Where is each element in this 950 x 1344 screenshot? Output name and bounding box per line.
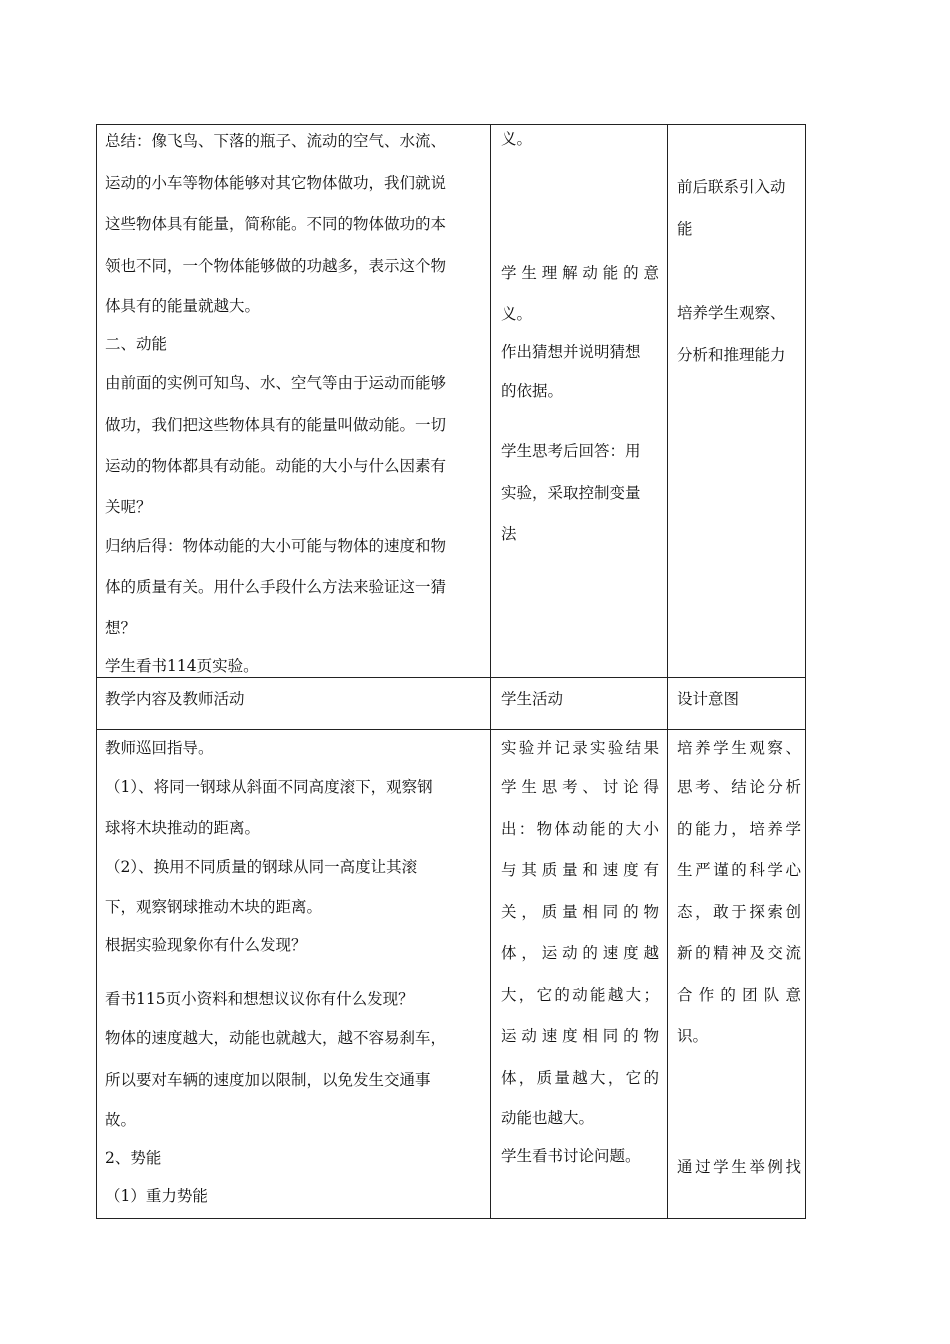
student-line: 学生思考、讨论得: [501, 778, 659, 796]
section-heading: 2、势能: [105, 1149, 162, 1167]
intent-line: 培养学生观察、: [677, 739, 801, 757]
student-line: 大，它的动能越大；: [501, 985, 659, 1004]
student-line: 作出猜想并说明猜想: [501, 342, 641, 361]
student-line: 学生理解动能的意: [501, 264, 659, 282]
row3-content-cell: [105, 729, 483, 964]
section-heading: 二、动能: [105, 335, 168, 353]
student-line: 义。: [501, 304, 533, 323]
student-line: 的依据。: [501, 381, 564, 400]
intent-line: 前后联系引入动: [677, 178, 786, 196]
content-line: 关呢？: [105, 497, 152, 516]
student-line: 学生看书讨论问题。: [501, 1147, 641, 1165]
content-line: 下，观察钢球推动木块的距离。: [105, 898, 323, 916]
student-line: 与其质量和速度有: [501, 861, 659, 879]
content-line: 故。: [105, 1111, 137, 1129]
section-heading: （1）重力势能: [105, 1187, 208, 1205]
intent-line: 分析和推理能力: [677, 345, 786, 364]
header-intent: [677, 677, 801, 722]
content-line: 看书115页小资料和想想议议你有什么发现？: [105, 990, 414, 1008]
student-line: 义。: [501, 130, 533, 148]
student-line: 动能也越大。: [501, 1109, 595, 1127]
content-line: 所以要对车辆的速度加以限制，以免发生交通事: [105, 1070, 431, 1089]
content-line: 体具有的能量就越大。: [105, 297, 261, 315]
student-line: 运动速度相同的物: [501, 1027, 659, 1045]
student-line: 关，质量相同的物: [501, 902, 659, 921]
student-line: 法: [501, 525, 517, 543]
intent-line: 合作的团队意: [677, 985, 801, 1004]
header-content-label: 教学内容及教师活动: [105, 690, 245, 708]
row1-student-cell: [501, 431, 659, 556]
row3-content-cell: [105, 980, 483, 1215]
column-divider: [490, 125, 491, 1218]
content-line: 球将木块推动的距离。: [105, 818, 261, 837]
student-line: 学生思考后回答：用: [501, 442, 641, 460]
row3-intent-cell: [677, 1147, 801, 1189]
intent-line: 能: [677, 219, 693, 238]
row1-intent-cell: [677, 167, 801, 250]
content-line: 领也不同，一个物体能够做的功越多，表示这个物: [105, 256, 447, 275]
content-line: 想？: [105, 618, 137, 637]
header-intent-label: 设计意图: [677, 690, 740, 708]
content-line: 运动的物体都具有动能。动能的大小与什么因素有: [105, 457, 447, 475]
header-student-label: 学生活动: [501, 690, 564, 708]
content-line: 做功，我们把这些物体具有的能量叫做动能。一切: [105, 415, 447, 434]
content-line: 归纳后得：物体动能的大小可能与物体的速度和物: [105, 536, 447, 555]
row1-student-cell: [501, 119, 659, 161]
content-line: （2）、换用不同质量的钢球从同一高度让其滚: [105, 857, 418, 876]
row3-intent-cell: [677, 729, 801, 1058]
content-line: 根据实验现象你有什么发现？: [105, 936, 307, 954]
content-line: 教师巡回指导。: [105, 739, 214, 757]
header-student: [501, 677, 659, 722]
student-line: 实验并记录实验结果: [501, 739, 659, 757]
row1-intent-cell: [677, 293, 801, 376]
content-line: 体的质量有关。用什么手段什么方法来验证这一猜: [105, 578, 447, 596]
row1-content-cell: [105, 121, 483, 685]
student-line: 实验，采取控制变量: [501, 483, 641, 502]
lesson-plan-table: [96, 124, 806, 1219]
intent-line: 通过学生举例找: [677, 1158, 801, 1176]
content-line: 总结：像飞鸟、下落的瓶子、流动的空气、水流、: [105, 132, 447, 150]
content-line: （1）、将同一钢球从斜面不同高度滚下，观察钢: [105, 778, 433, 796]
intent-line: 识。: [677, 1027, 709, 1045]
row3-student-cell: [501, 729, 659, 1175]
row1-student-cell: [501, 253, 659, 412]
intent-line: 思考、结论分析: [677, 778, 801, 796]
intent-line: 新的精神及交流: [677, 944, 801, 962]
intent-line: 培养学生观察、: [677, 304, 786, 322]
intent-line: 的能力，培养学: [677, 819, 801, 838]
content-line: 由前面的实例可知鸟、水、空气等由于运动而能够: [105, 374, 447, 392]
content-line: 学生看书114页实验。: [105, 656, 259, 675]
content-line: 这些物体具有能量，简称能。不同的物体做功的本: [105, 215, 447, 233]
student-line: 体，运动的速度越: [501, 944, 659, 962]
student-line: 出：物体动能的大小: [501, 819, 659, 838]
intent-line: 生严谨的科学心: [677, 861, 801, 879]
intent-line: 态，敢于探索创: [677, 902, 801, 921]
column-divider: [667, 125, 668, 1218]
header-content: [105, 677, 483, 722]
content-line: 运动的小车等物体能够对其它物体做功，我们就说: [105, 173, 447, 192]
content-line: 物体的速度越大，动能也就越大，越不容易刹车，: [105, 1029, 447, 1047]
student-line: 体，质量越大，它的: [501, 1068, 659, 1087]
